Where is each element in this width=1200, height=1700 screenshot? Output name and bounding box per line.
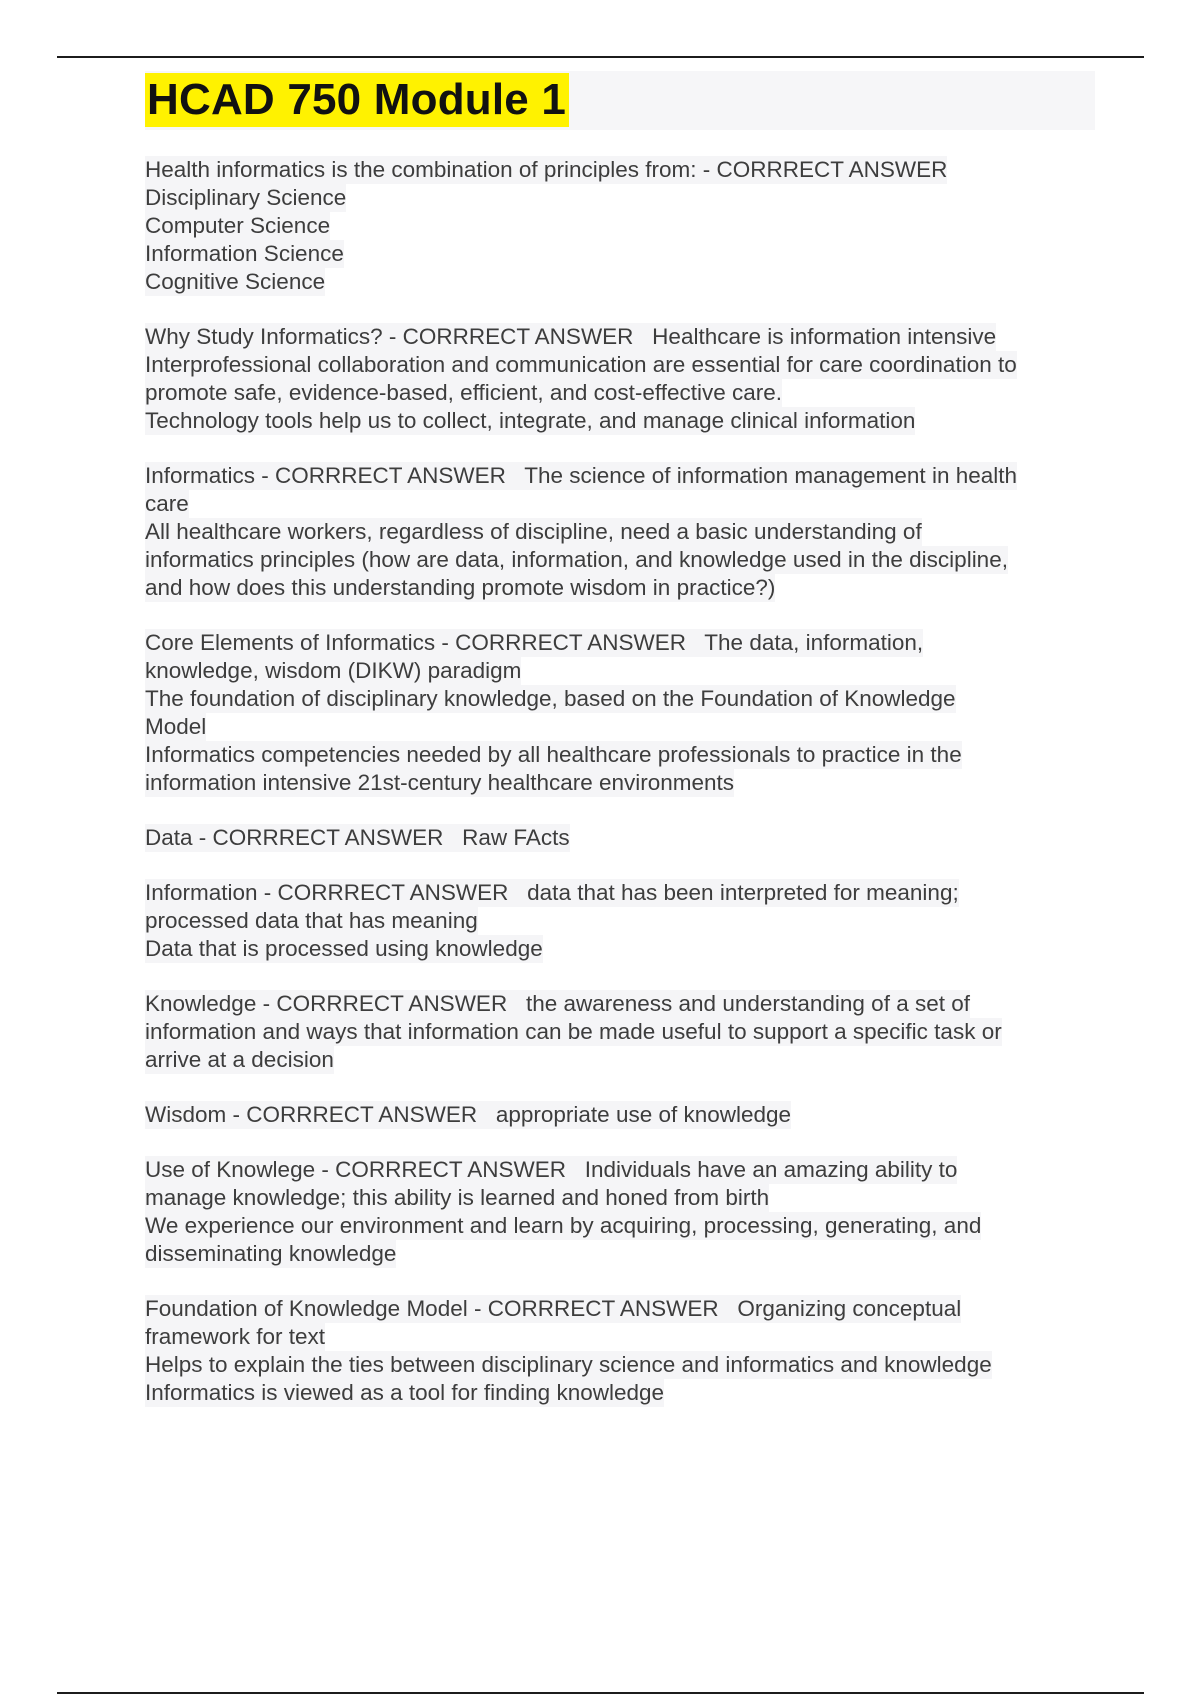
flashcard-text-line: information and ways that information can be made useful to support a specific task or bbox=[145, 1019, 1002, 1044]
flashcard-entry bbox=[145, 629, 1095, 797]
flashcard-text-line: The foundation of disciplinary knowledge, based on the Foundation of Knowledge bbox=[145, 686, 956, 711]
flashcard-entry bbox=[145, 156, 1095, 296]
flashcard-text-line: promote safe, evidence-based, efficient, and cost-effective care. bbox=[145, 380, 783, 405]
flashcard-text-line: processed data that has meaning bbox=[145, 908, 478, 933]
flashcard-entry bbox=[145, 1101, 1095, 1129]
bottom-rule bbox=[57, 1692, 1144, 1694]
flashcard-text-line: Informatics is viewed as a tool for finding knowledge bbox=[145, 1380, 665, 1405]
flashcard-text-line: arrive at a decision bbox=[145, 1047, 334, 1072]
flashcard-text-line: Information Science bbox=[145, 241, 344, 266]
flashcard-entry bbox=[145, 323, 1095, 435]
flashcard-entry bbox=[145, 462, 1095, 602]
flashcard-text-line: Helps to explain the ties between disciplinary science and informatics and knowledge bbox=[145, 1352, 992, 1377]
flashcard-text-line: Model bbox=[145, 714, 207, 739]
flashcard-text-line: informatics principles (how are data, information, and knowledge used in the discipline, bbox=[145, 547, 1008, 572]
flashcard-text-line: Why Study Informatics? - CORRRECT ANSWER Healthcare is information intensive bbox=[145, 324, 997, 349]
flashcard-text-line: Wisdom - CORRRECT ANSWER appropriate use of knowledge bbox=[145, 1102, 792, 1127]
flashcard-list bbox=[145, 156, 1095, 1407]
flashcard-text-line: All healthcare workers, regardless of discipline, need a basic understanding of bbox=[145, 519, 922, 544]
flashcard-text-line: disseminating knowledge bbox=[145, 1241, 397, 1266]
flashcard-entry bbox=[145, 824, 1095, 852]
flashcard-text-line: Health informatics is the combination of principles from: - CORRRECT ANSWER bbox=[145, 157, 948, 182]
flashcard-text-line: Interprofessional collaboration and communication are essential for care coordination to bbox=[145, 352, 1017, 377]
flashcard-entry bbox=[145, 1156, 1095, 1268]
flashcard-text-line: Informatics - CORRRECT ANSWER The science of information management in health bbox=[145, 463, 1018, 488]
flashcard-text-line: Information - CORRRECT ANSWER data that has been interpreted for meaning; bbox=[145, 880, 959, 905]
flashcard-text-line: Computer Science bbox=[145, 213, 331, 238]
flashcard-text-line: framework for text bbox=[145, 1324, 326, 1349]
flashcard-text-line: Data that is processed using knowledge bbox=[145, 936, 543, 961]
flashcard-text-line: information intensive 21st-century healthcare environments bbox=[145, 770, 735, 795]
flashcard-entry bbox=[145, 1295, 1095, 1407]
flashcard-text-line: Core Elements of Informatics - CORRRECT ANSWER The data, information, bbox=[145, 630, 924, 655]
flashcard-text-line: care bbox=[145, 491, 189, 516]
flashcard-text-line: Technology tools help us to collect, integrate, and manage clinical information bbox=[145, 408, 916, 433]
flashcard-entry bbox=[145, 990, 1095, 1074]
flashcard-entry bbox=[145, 879, 1095, 963]
document-body bbox=[145, 71, 1095, 1434]
flashcard-text-line: knowledge, wisdom (DIKW) paradigm bbox=[145, 658, 522, 683]
flashcard-text-line: Informatics competencies needed by all healthcare professionals to practice in the bbox=[145, 742, 962, 767]
flashcard-text-line: Use of Knowlege - CORRRECT ANSWER Individuals have an amazing ability to bbox=[145, 1157, 958, 1182]
flashcard-text-line: and how does this understanding promote wisdom in practice?) bbox=[145, 575, 776, 600]
title-bar bbox=[145, 71, 1095, 130]
top-rule bbox=[57, 56, 1144, 58]
flashcard-text-line: Data - CORRRECT ANSWER Raw FActs bbox=[145, 825, 570, 850]
flashcard-text-line: Foundation of Knowledge Model - CORRRECT ANSWER Organizing conceptual bbox=[145, 1296, 962, 1321]
flashcard-text-line: Disciplinary Science bbox=[145, 185, 347, 210]
flashcard-text-line: manage knowledge; this ability is learned and honed from birth bbox=[145, 1185, 770, 1210]
flashcard-text-line: Knowledge - CORRRECT ANSWER the awareness and understanding of a set of bbox=[145, 991, 970, 1016]
flashcard-text-line: We experience our environment and learn by acquiring, processing, generating, and bbox=[145, 1213, 982, 1238]
document-title: HCAD 750 Module 1 bbox=[145, 73, 569, 127]
flashcard-text-line: Cognitive Science bbox=[145, 269, 326, 294]
